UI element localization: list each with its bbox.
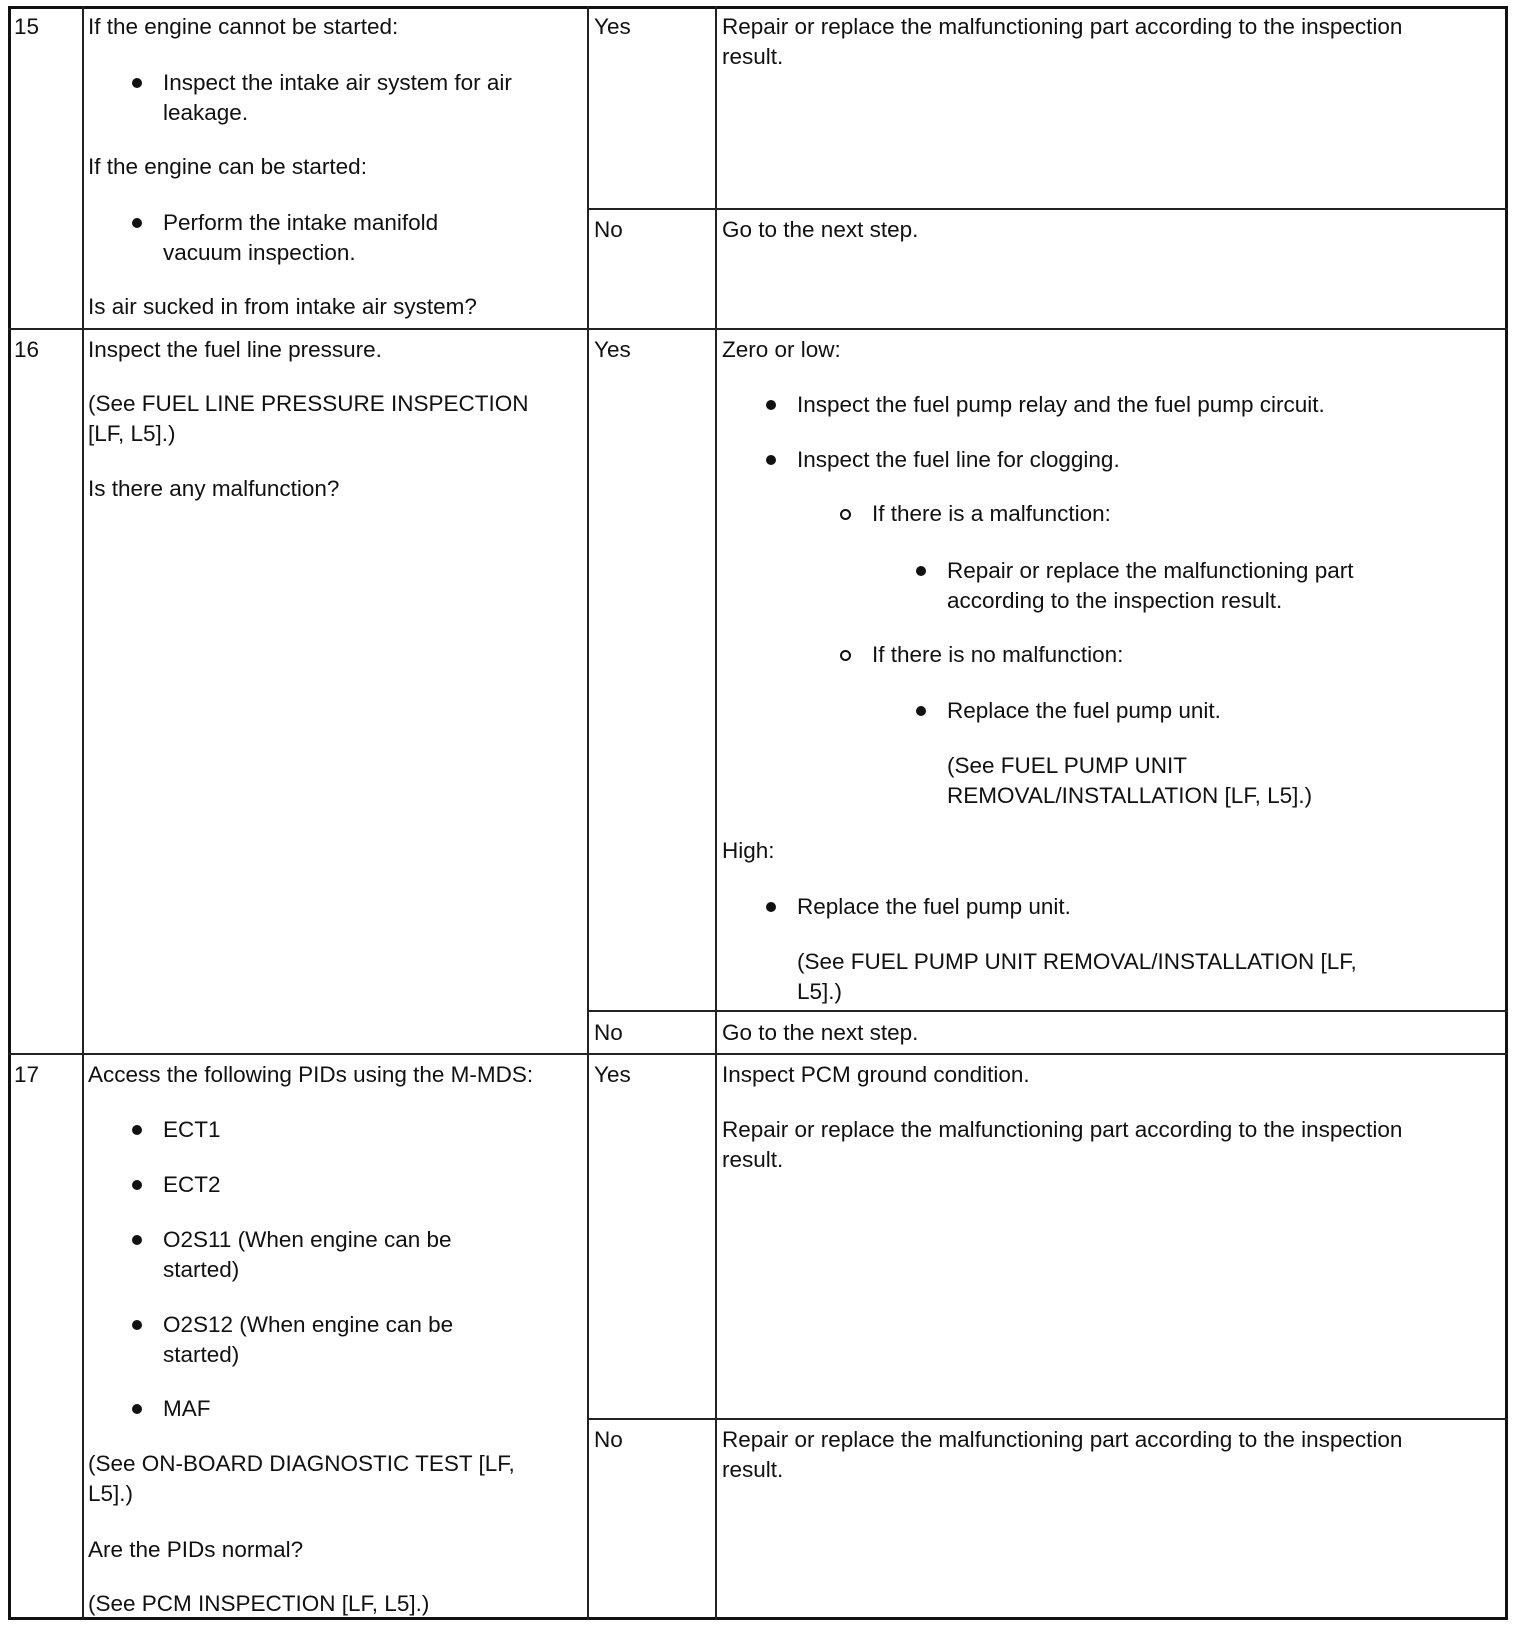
step17-reference: (See ON-BOARD DIAGNOSTIC TEST [LF,: [88, 1451, 515, 1476]
step17-pid-item-cont: started): [163, 1257, 240, 1282]
step16-instruction: Inspect the fuel line pressure.: [88, 337, 382, 362]
bullet-icon: [132, 1320, 142, 1330]
step15-yes-label: Yes: [594, 14, 631, 39]
step16-question: Is there any malfunction?: [88, 476, 340, 501]
step16-bullet-relay: Inspect the fuel pump relay and the fuel pump circuit.: [797, 392, 1325, 417]
bullet-icon: [766, 400, 776, 410]
bullet-icon: [132, 1235, 142, 1245]
step17-pid-item-cont: started): [163, 1342, 240, 1367]
step16-reference: (See FUEL LINE PRESSURE INSPECTION: [88, 391, 529, 416]
step16-no-action: Go to the next step.: [722, 1020, 919, 1045]
step17-pid-item: ECT2: [163, 1172, 221, 1197]
step16-sub-pump-reference-cont: REMOVAL/INSTALLATION [LF, L5].): [947, 783, 1313, 808]
bullet-icon: [916, 566, 926, 576]
row-divider-16-yes-no: [587, 1010, 1508, 1012]
step17-pcm-reference: (See PCM INSPECTION [LF, L5].): [88, 1591, 430, 1616]
step16-yes-label: Yes: [594, 337, 631, 362]
step17-yes-action-repair: Repair or replace the malfunctioning part according to the inspection: [722, 1117, 1403, 1142]
step-number-16: 16: [14, 337, 40, 362]
column-divider-result: [715, 6, 717, 1620]
step15-bullet-manifold: Perform the intake manifold: [163, 210, 439, 235]
bullet-icon: [132, 78, 142, 88]
step16-high-reference: (See FUEL PUMP UNIT REMOVAL/INSTALLATION [LF,: [797, 949, 1357, 974]
step15-yes-action-cont: result.: [722, 44, 784, 69]
step17-no-action-cont: result.: [722, 1457, 784, 1482]
step16-sub-replace-pump: Replace the fuel pump unit.: [947, 698, 1221, 723]
step16-sub-pump-reference: (See FUEL PUMP UNIT: [947, 753, 1188, 778]
step17-reference-cont: L5].): [88, 1481, 134, 1506]
step16-reference-cont: [LF, L5].): [88, 421, 176, 446]
step16-sub-malfunction: If there is a malfunction:: [872, 501, 1111, 526]
sub-bullet-icon: [840, 650, 851, 661]
bullet-icon: [766, 455, 776, 465]
step16-sub-malfunction-action-cont: according to the inspection result.: [947, 588, 1283, 613]
step16-sub-no-malfunction: If there is no malfunction:: [872, 642, 1124, 667]
step16-sub-malfunction-action: Repair or replace the malfunctioning part: [947, 558, 1354, 583]
step17-yes-action-inspect: Inspect PCM ground condition.: [722, 1062, 1030, 1087]
step15-bullet-intake-air: Inspect the intake air system for air: [163, 70, 512, 95]
step15-condition-started: If the engine can be started:: [88, 154, 367, 179]
row-divider-16-17: [8, 1053, 1508, 1055]
step17-pid-item: O2S12 (When engine can be: [163, 1312, 454, 1337]
step17-yes-label: Yes: [594, 1062, 631, 1087]
step15-no-label: No: [594, 217, 623, 242]
step17-pid-item: ECT1: [163, 1117, 221, 1142]
step16-zero-low-heading: Zero or low:: [722, 337, 841, 362]
row-divider-17-yes-no: [587, 1418, 1508, 1420]
step17-instruction: Access the following PIDs using the M-MDS:: [88, 1062, 534, 1087]
step17-yes-action-repair-cont: result.: [722, 1147, 784, 1172]
step17-question: Are the PIDs normal?: [88, 1537, 304, 1562]
step16-high-heading: High:: [722, 838, 775, 863]
sub-bullet-icon: [840, 509, 851, 520]
row-divider-15-yes-no: [587, 208, 1508, 210]
step15-yes-action: Repair or replace the malfunctioning part according to the inspection: [722, 14, 1403, 39]
step15-no-action: Go to the next step.: [722, 217, 919, 242]
step15-question: Is air sucked in from intake air system?: [88, 294, 477, 319]
step17-no-label: No: [594, 1427, 623, 1452]
bullet-icon: [132, 1180, 142, 1190]
bullet-icon: [132, 1404, 142, 1414]
column-divider-question: [587, 6, 589, 1620]
step16-bullet-clogging: Inspect the fuel line for clogging.: [797, 447, 1120, 472]
bullet-icon: [132, 1125, 142, 1135]
bullet-icon: [766, 902, 776, 912]
step16-no-label: No: [594, 1020, 623, 1045]
bullet-icon: [132, 218, 142, 228]
bullet-icon: [916, 706, 926, 716]
column-divider-step: [82, 6, 84, 1620]
step16-high-replace-pump: Replace the fuel pump unit.: [797, 894, 1071, 919]
row-divider-15-16: [8, 328, 1508, 330]
step17-pid-item: MAF: [163, 1396, 211, 1421]
step15-bullet-manifold-cont: vacuum inspection.: [163, 240, 356, 265]
step-number-15: 15: [14, 14, 40, 39]
step15-bullet-intake-air-cont: leakage.: [163, 100, 249, 125]
step17-pid-item: O2S11 (When engine can be: [163, 1227, 452, 1252]
step16-high-reference-cont: L5].): [797, 979, 843, 1004]
step-number-17: 17: [14, 1062, 40, 1087]
step17-no-action: Repair or replace the malfunctioning part according to the inspection: [722, 1427, 1403, 1452]
step15-condition-not-started: If the engine cannot be started:: [88, 14, 399, 39]
